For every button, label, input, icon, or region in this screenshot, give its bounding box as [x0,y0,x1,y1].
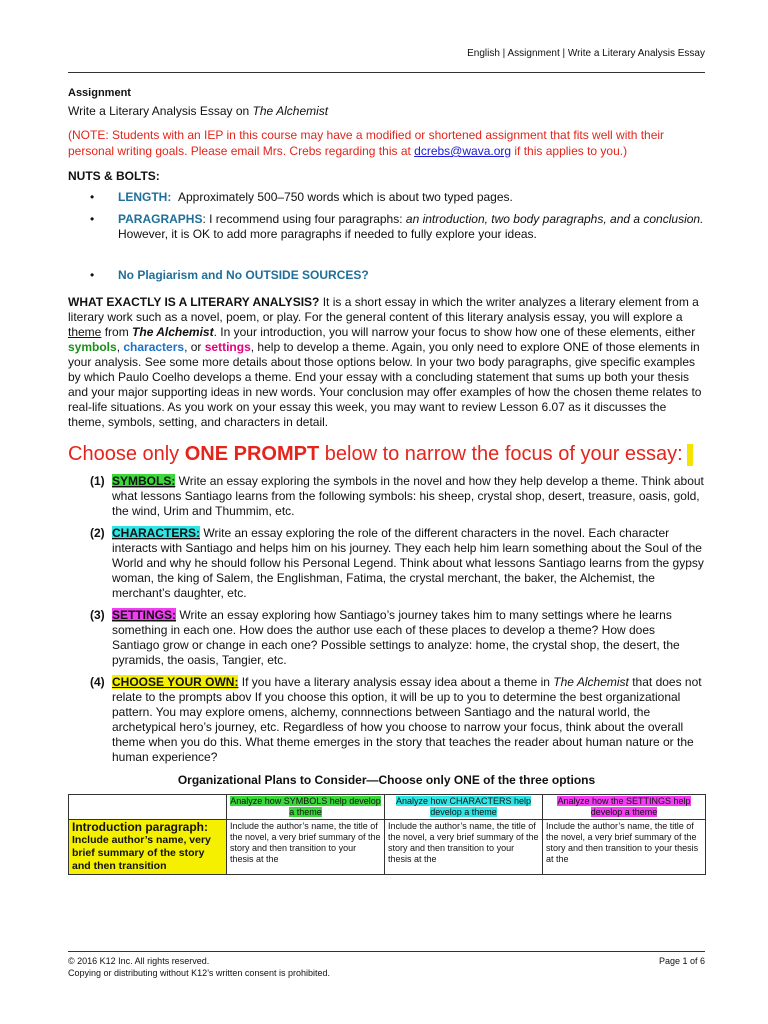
prompt-item-symbols [68,474,705,519]
nuts-list [68,190,705,283]
row-label-intro [69,820,227,875]
prompt-text-2: that does not relate to the prompts abov If you choose this option, it will be up to you to determine the best organizational pattern. You may explore omens, alchemy, connnections between Santiago and the natural world, the archetypical hero’s journey, etc. Regardless of how you choose to narrow your focus, think about the overall theme when you do this. What theme emerges in the story that teaches the reader about human nature or the human experience? [112,675,702,764]
email-link[interactable]: dcrebs@wava.org [414,144,512,158]
footer-rule [68,951,705,952]
paragraphs-text: : I recommend using four paragraphs: [202,212,406,226]
note-text: (NOTE: Students with an IEP in this course may have a modified or shortened assignment that fits well with their personal writing goals. Please email Mrs. Crebs regarding this at [68,128,665,158]
org-plan-table [68,794,706,875]
analysis-text: . In your introduction, you will narrow your focus to show how one of these elements, either [213,325,696,339]
choose-text: Choose only [68,443,185,465]
analysis-paragraph [68,295,705,430]
choose-bold: ONE PROMPT [184,443,320,465]
running-header: English | Assignment | Write a Literary Analysis Essay [467,48,705,59]
prompt-label: CHOOSE YOUR OWN: [112,675,239,689]
bullet-icon: • [90,268,95,282]
assignment-label: Assignment [68,87,131,99]
choose-prompt-heading [68,442,705,466]
analysis-book: The Alchemist [132,325,214,339]
analysis-text: It is a short essay in which the writer analyzes a literary element from a literary work such as a novel, poem, or play. For the general content of this literary analysis essay, you will explore a [68,295,699,324]
document-body [68,86,705,875]
header-cell-settings [543,795,706,820]
symbols-word: symbols [68,340,117,354]
header-characters: Analyze how CHARACTERS help develop a theme [395,796,532,817]
list-item-paragraphs [68,212,705,242]
prompt-item-own [68,675,705,765]
list-item-plagiarism [68,268,705,283]
prompt-number: (4) [90,675,105,689]
header-settings: Analyze how the SETTINGS help develop a theme [557,796,691,817]
analysis-text: , help to develop a theme. Again, you only need to explore ONE of those elements in your analysis. See some more details about those options below. In your two body paragraphs, give specific examples by which Paulo Coelho develops a theme. End your essay with a concluding statement that sums up both your thesis and your major supporting ideas in new words. Your conclusion may offer examples of how the chosen theme relates to real-life situations. As you work on your essay this week, you may want to review Lesson 6.07 as it discusses the theme, symbols, setting, and characters in detail. [68,340,702,429]
bullet-icon: • [90,212,95,226]
prompt-text: Write an essay exploring the symbols in the novel and how they help develop a theme. Think about what lessons Santiago learns from the following symbols: his sheep, crystal shop, desert, treasure, oasis, gold, the wind, Urim and Thummim, etc. [112,474,704,518]
table-cell: Include the author’s name, the title of the novel, a very brief summary of the story and then transition to your thesis at the [385,820,543,875]
choose-text-end: below to narrow the focus of your essay: [319,443,683,465]
length-label: LENGTH: [118,190,172,204]
prompt-text: Write an essay exploring how Santiago’s journey takes him to many settings where he learns something in each one. How does the author use each of these places to develop a theme? How does Santiago grow or change in each one? Possible settings to analyze: home, the crystal shop, the desert, the pyramids, the oasis, Tangier, etc. [112,608,680,667]
text-cursor-highlight [687,444,693,466]
list-item-length [68,190,705,205]
page-number: Page 1 of 6 [658,956,705,966]
table-header-row [69,795,706,820]
prompt-list [68,474,705,765]
characters-word: characters [123,340,185,354]
org-plan-title: Organizational Plans to Consider—Choose only ONE of the three options [177,773,596,787]
analysis-text: from [101,325,133,339]
title-book: The Alchemist [252,104,329,118]
prompt-label: SYMBOLS: [112,474,176,488]
row-label-sub: Include author’s name, very brief summary of the story and then transition [72,834,211,872]
prompt-label: CHARACTERS: [112,526,200,540]
prompt-book: The Alchemist [553,675,629,689]
table-cell: Include the author’s name, the title of the novel, a very brief summary of the story and then transition to your thesis at the [227,820,385,875]
paragraphs-label: PARAGRAPHS [118,212,203,226]
prompt-item-characters [68,526,705,601]
footer-notice: Copying or distributing without K12’s written consent is prohibited. [68,968,330,978]
row-label-title: Introduction paragraph: [72,820,208,834]
plagiarism-text: No Plagiarism and No OUTSIDE SOURCES? [118,268,369,282]
nuts-heading: NUTS & BOLTS: [68,169,160,183]
theme-word: theme [68,325,102,339]
note-text-end: if this applies to you.) [511,144,628,158]
header-rule [68,72,705,73]
prompt-text: Write an essay exploring the role of the different characters in the novel. Each character interacts with Santiago and helps him on his journey. They each help him learn something about the Soul of the World and why he should follow his Personal Legend. Think about what lessons Santiago learns from the gypsy woman, the king of Salem, the Englishman, Fatima, the crystal merchant, the baker, the Alchemist, the merchant’s daughter, etc. [112,526,704,600]
settings-word: settings [204,340,251,354]
analysis-heading: WHAT EXACTLY IS A LITERARY ANALYSIS? [68,295,320,309]
title-prefix: Write a Literary Analysis Essay on [68,104,253,118]
header-cell-characters [385,795,543,820]
length-text: Approximately 500–750 words which is about two typed pages. [178,190,513,204]
header-symbols: Analyze how SYMBOLS help develop a theme [230,796,381,817]
assignment-title [68,104,705,119]
prompt-item-settings [68,608,705,668]
footer-copyright: © 2016 K12 Inc. All rights reserved. [68,956,210,966]
prompt-text: If you have a literary analysis essay idea about a theme in [238,675,554,689]
analysis-text: , or [184,340,205,354]
table-cell: Include the author’s name, the title of the novel, a very brief summary of the story and then transition to your thesis at the [543,820,706,875]
page-footer [68,955,705,979]
prompt-label: SETTINGS: [112,608,177,622]
table-row [69,820,706,875]
prompt-number: (2) [90,526,105,540]
analysis-text: , [116,340,124,354]
iep-note [68,127,705,159]
bullet-icon: • [90,190,95,204]
paragraphs-text-2: However, it is OK to add more paragraphs if needed to fully explore your ideas. [118,227,537,241]
prompt-number: (3) [90,608,105,622]
paragraphs-italic: an introduction, two body paragraphs, and a conclusion. [405,212,704,226]
table-corner-cell [69,795,227,820]
header-cell-symbols [227,795,385,820]
prompt-number: (1) [90,474,105,488]
